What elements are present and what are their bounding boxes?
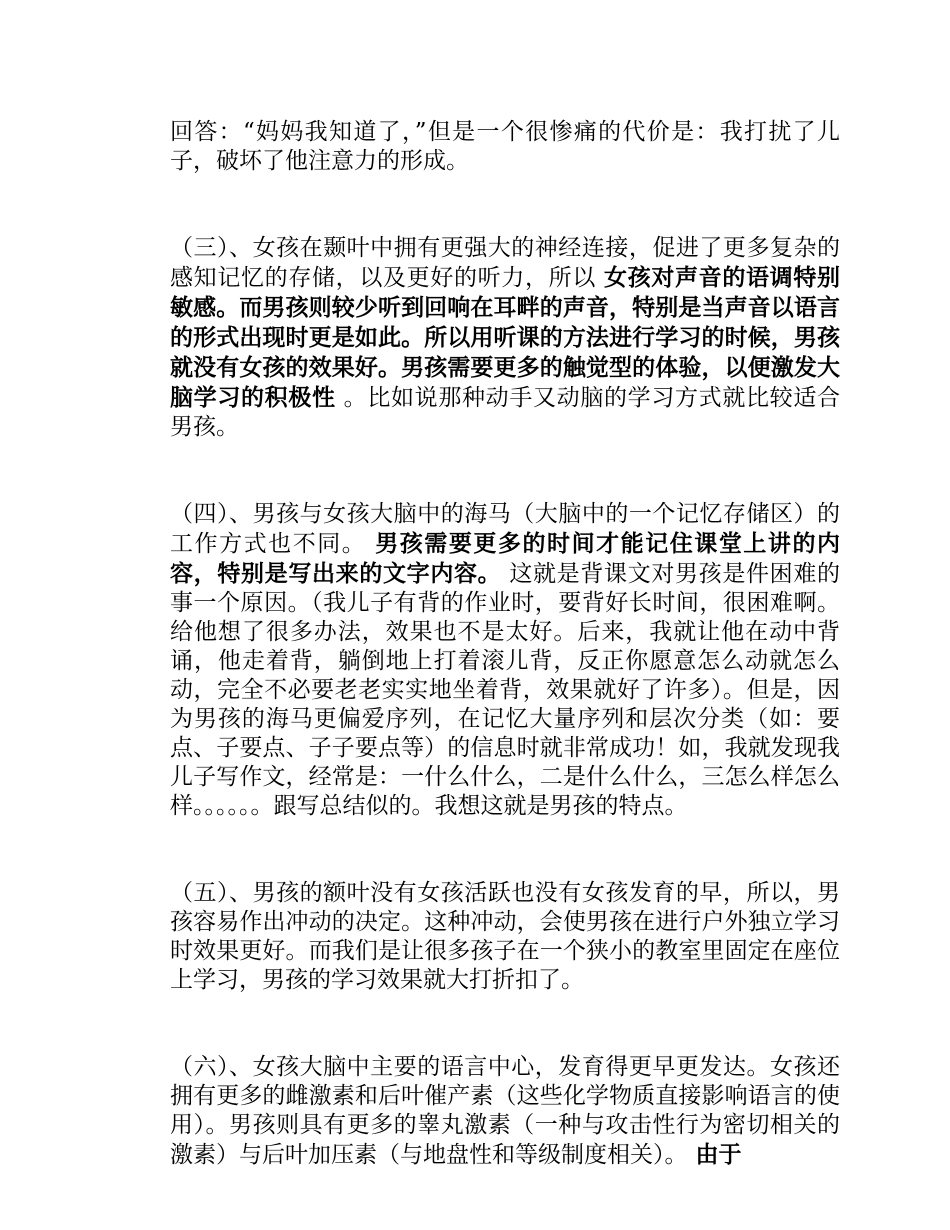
- bold-text-segment: 男孩需要更多的时间才能记住课堂上讲的内容，特别是写出来的文字内容。: [170, 530, 841, 587]
- paragraph-six: [170, 1053, 840, 1170]
- paragraph-gap: [170, 442, 840, 500]
- text-segment: 。比如说那种动手又动脑的学习方式就比较适合男孩。: [170, 385, 840, 440]
- bold-text-segment: 女孩对声音的语调特别敏感。而男孩则较少听到回响在耳畔的声音，特别是当声音以语言的形式出现时更是如此。所以用听课的方法进行学习的时候，男孩就没有女孩的效果好。男孩需要更多的触觉型的体验，以便激发大脑学习的积极性: [170, 264, 841, 411]
- text-segment: （四）、男孩与女孩大脑中的海马（大脑中的一个记忆存储区）的工作方式也不同。: [170, 501, 840, 557]
- paragraph-five: [170, 879, 840, 995]
- document-page: [170, 118, 840, 1170]
- paragraph-gap: [170, 176, 840, 234]
- text-segment: 这就是背课文对男孩是件困难的事一个原因。（我儿子有背的作业时，要背好长时间，很困难啊。给他想了很多办法，效果也不是太好。后来，我就让他在动中背诵，他走着背，躺倒地上打着滚儿背，反正你愿意怎么动就怎么动，完全不必要老老实实地坐着背，效果就好了许多）。但是，因为男孩的海马更偏爱序列，在记忆大量序列和层次分类（如：要点、子要点、子子要点等）的信息时就非常成功！如，我就发现我儿子写作文，经常是：一什么什么，二是什么什么，三怎么样怎么样。。。。。。跟写总结似的。我想这就是男孩的特点。: [170, 561, 840, 819]
- text-segment: （五）、男孩的额叶没有女孩活跃也没有女孩发育的早，所以，男孩容易作出冲动的决定。这种冲动，会使男孩在进行户外独立学习时效果更好。而我们是让很多孩子在一个狭小的教室里固定在座位上学习，男孩的学习效果就大打折扣了。: [170, 880, 840, 993]
- paragraph-four: [170, 500, 840, 821]
- paragraph-gap: [170, 995, 840, 1053]
- bold-text-segment: 由于: [687, 1141, 742, 1168]
- paragraph-three: [170, 234, 840, 442]
- paragraph-gap: [170, 821, 840, 879]
- text-segment: 回答：“妈妈我知道了，”但是一个很惨痛的代价是：我打扰了儿子，破坏了他注意力的形成。: [170, 119, 840, 174]
- text-segment: （三）、女孩在颞叶中拥有更强大的神经连接，促进了更多复杂的感知记忆的存储，以及更好的听力，所以: [170, 235, 840, 291]
- paragraph-answer: [170, 118, 840, 176]
- text-segment: （六）、女孩大脑中主要的语言中心，发育得更早更发达。女孩还拥有更多的雌激素和后叶催产素（这些化学物质直接影响语言的使用）。男孩则具有更多的睾丸激素（一种与攻击性行为密切相关的激素）与后叶加压素（与地盘性和等级制度相关）。: [170, 1054, 840, 1168]
